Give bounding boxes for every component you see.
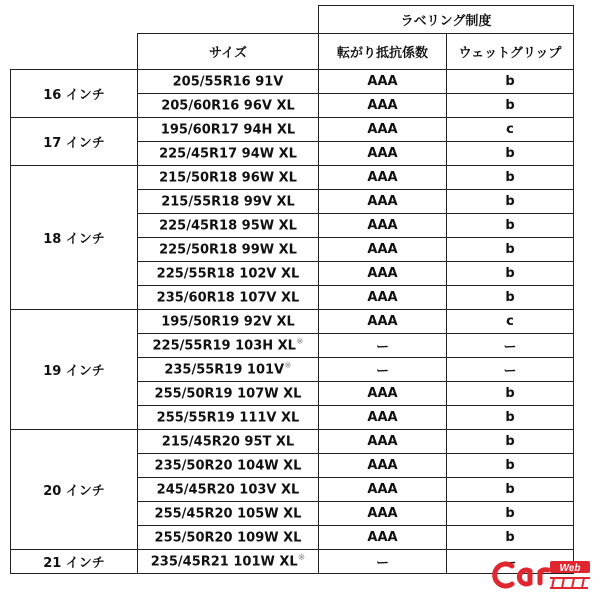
tire-size-cell: [138, 310, 319, 334]
tire-size-text: 255/45R20 105W XL: [154, 506, 302, 522]
tire-size-text: 205/55R16 91V: [172, 74, 284, 90]
tire-size-cell: [138, 166, 319, 190]
wet-grip-cell: b: [447, 214, 574, 238]
rolling-resistance-cell: AAA: [319, 238, 447, 262]
tire-size-text: 215/50R18 96W XL: [159, 170, 297, 186]
tire-size-cell: [138, 358, 319, 382]
wet-grip-cell: b: [447, 526, 574, 550]
rolling-resistance-cell: AAA: [319, 166, 447, 190]
wet-grip-cell: ー: [447, 550, 574, 574]
rolling-resistance-cell: AAA: [319, 430, 447, 454]
wet-grip-cell: b: [447, 166, 574, 190]
table-row: [11, 118, 574, 142]
tire-size-text: 235/45R21 101W XL: [150, 554, 298, 570]
wet-grip-cell: b: [447, 70, 574, 94]
rolling-resistance-cell: AAA: [319, 526, 447, 550]
tire-size-cell: [138, 94, 319, 118]
table-header: [11, 6, 574, 70]
header-row-labeling: [11, 6, 574, 34]
wet-grip-cell: b: [447, 430, 574, 454]
tire-size-cell: [138, 382, 319, 406]
size-column-header: サイズ: [138, 34, 319, 70]
tire-size-text: 225/45R18 95W XL: [159, 218, 297, 234]
table-row: [11, 430, 574, 454]
rolling-resistance-cell: AAA: [319, 70, 447, 94]
tire-size-cell: [138, 430, 319, 454]
header-row-columns: [11, 34, 574, 70]
wet-grip-cell: b: [447, 382, 574, 406]
rolling-resistance-cell: AAA: [319, 454, 447, 478]
tire-size-text: 245/45R20 103V XL: [156, 482, 300, 498]
tire-size-cell: [138, 142, 319, 166]
svg-text:Web: Web: [559, 563, 581, 574]
rolling-resistance-column-header: 転がり抵抗係数: [319, 34, 447, 70]
table-row: [11, 166, 574, 190]
rolling-resistance-cell: ー: [319, 358, 447, 382]
wet-grip-cell: ー: [447, 334, 574, 358]
wet-grip-cell: b: [447, 406, 574, 430]
wet-grip-cell: c: [447, 310, 574, 334]
wet-grip-cell: ー: [447, 358, 574, 382]
rolling-resistance-cell: AAA: [319, 502, 447, 526]
header-blank-corner: [11, 34, 138, 70]
rim-size-group-label: 20 インチ: [11, 430, 138, 550]
wet-grip-cell: b: [447, 502, 574, 526]
rim-size-group-label: 19 インチ: [11, 310, 138, 430]
tire-size-text: 215/45R20 95T XL: [161, 434, 295, 450]
wet-grip-cell: b: [447, 262, 574, 286]
wet-grip-cell: b: [447, 478, 574, 502]
tire-size-cell: [138, 526, 319, 550]
wet-grip-column-header: ウェットグリップ: [447, 34, 574, 70]
footnote-mark: ※: [297, 553, 306, 564]
tire-size-text: 215/55R18 99V XL: [161, 194, 295, 210]
tire-size-cell: [138, 214, 319, 238]
tire-size-cell: [138, 190, 319, 214]
tire-size-cell: [138, 118, 319, 142]
carweb-logo: [490, 558, 594, 592]
wet-grip-cell: b: [447, 286, 574, 310]
tire-size-cell: [138, 454, 319, 478]
rolling-resistance-cell: AAA: [319, 118, 447, 142]
table-row: [11, 70, 574, 94]
tire-size-text: 225/45R17 94W XL: [159, 146, 297, 162]
tire-size-cell: [138, 550, 319, 574]
wet-grip-cell: c: [447, 118, 574, 142]
rolling-resistance-cell: ー: [319, 550, 447, 574]
tire-size-cell: [138, 238, 319, 262]
rolling-resistance-cell: AAA: [319, 214, 447, 238]
tire-size-text: 225/50R18 99W XL: [159, 242, 297, 258]
rolling-resistance-cell: AAA: [319, 190, 447, 214]
footnote-mark: ※: [295, 337, 304, 348]
tire-size-text: 255/50R19 107W XL: [154, 386, 302, 402]
wet-grip-cell: b: [447, 94, 574, 118]
tire-size-text: 235/55R19 101V: [164, 362, 285, 378]
header-blank: [11, 6, 319, 34]
wet-grip-cell: b: [447, 190, 574, 214]
rolling-resistance-cell: AAA: [319, 94, 447, 118]
rolling-resistance-cell: ー: [319, 334, 447, 358]
tire-size-text: 235/50R20 104W XL: [154, 458, 302, 474]
rim-size-group-label: 17 インチ: [11, 118, 138, 166]
carweb-logo-mark: [495, 564, 548, 586]
rim-size-group-label: 21 インチ: [11, 550, 138, 574]
tire-size-cell: [138, 262, 319, 286]
rolling-resistance-cell: AAA: [319, 310, 447, 334]
tire-size-cell: [138, 502, 319, 526]
wet-grip-cell: b: [447, 238, 574, 262]
table-body: [11, 70, 574, 574]
tire-size-text: 225/55R19 103H XL: [152, 338, 296, 354]
rolling-resistance-cell: AAA: [319, 478, 447, 502]
tire-size-cell: [138, 286, 319, 310]
rim-size-group-label: 16 インチ: [11, 70, 138, 118]
tire-size-cell: [138, 406, 319, 430]
rolling-resistance-cell: AAA: [319, 286, 447, 310]
rolling-resistance-cell: AAA: [319, 406, 447, 430]
labeling-title: ラベリング制度: [319, 6, 574, 34]
table-row: [11, 310, 574, 334]
footnote-mark: ※: [284, 361, 292, 372]
rolling-resistance-cell: AAA: [319, 382, 447, 406]
rolling-resistance-cell: AAA: [319, 142, 447, 166]
tire-spec-table: [10, 5, 574, 574]
tire-size-text: 235/60R18 107V XL: [156, 290, 300, 306]
tire-size-text: 195/50R19 92V XL: [161, 314, 295, 330]
tire-size-text: 225/55R18 102V XL: [156, 266, 300, 282]
tire-size-text: 255/50R20 109W XL: [154, 530, 302, 546]
tire-size-cell: [138, 478, 319, 502]
rolling-resistance-cell: AAA: [319, 262, 447, 286]
tire-size-text: 255/55R19 111V XL: [156, 410, 300, 426]
wet-grip-cell: b: [447, 454, 574, 478]
tire-size-cell: [138, 70, 319, 94]
tire-size-text: 205/60R16 96V XL: [161, 98, 295, 114]
tire-size-text: 195/60R17 94H XL: [160, 122, 296, 138]
tire-size-cell: [138, 334, 319, 358]
rim-size-group-label: 18 インチ: [11, 166, 138, 310]
wet-grip-cell: b: [447, 142, 574, 166]
